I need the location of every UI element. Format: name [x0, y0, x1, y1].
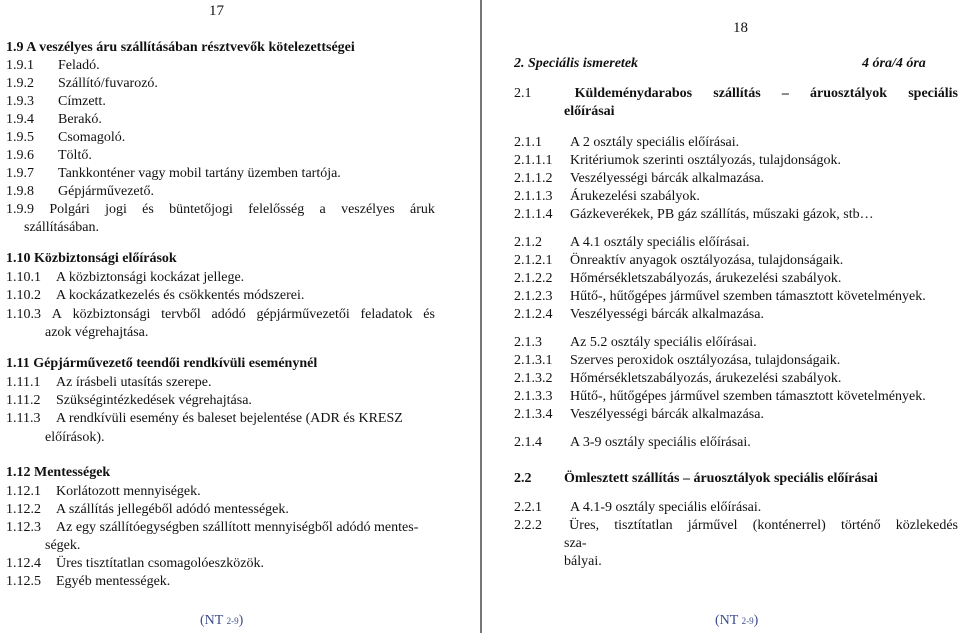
- list-item-number: 2.1.2: [514, 235, 542, 250]
- list-item: [514, 235, 750, 251]
- list-item-number: 1.9.5: [6, 130, 34, 145]
- list-item-number: 1.11.2: [6, 393, 41, 408]
- justified-word: speciális: [908, 86, 958, 101]
- list-item: [514, 135, 739, 151]
- list-item-number: 2.1.3: [514, 335, 542, 350]
- list-item-number: 2.1.1.1: [514, 153, 553, 168]
- list-item-text: A szállítás jellegéből adódó mentességek.: [56, 502, 289, 517]
- list-item-text: Gépjárművezető.: [58, 184, 155, 199]
- justified-word: tisztítatlan: [614, 518, 673, 533]
- list-item-text: Gázkeverékek, PB gáz szállítás, műszaki gázok, stb…: [570, 207, 874, 222]
- justified-word: áruosztályok: [810, 86, 888, 101]
- list-item-text: Veszélyességi bárcák alkalmazása.: [570, 407, 764, 422]
- justified-word: szállítás: [713, 86, 761, 101]
- list-item: [514, 271, 841, 287]
- justified-word: és: [423, 307, 435, 322]
- list-item-number: 2.1.2.4: [514, 307, 553, 322]
- list-item-text: A 3-9 osztály speciális előírásai.: [570, 435, 751, 450]
- list-item: [514, 407, 764, 423]
- list-item: [6, 148, 92, 164]
- section-title: 2. Speciális ismeretek: [514, 56, 639, 71]
- list-item-text: Veszélyességi bárcák alkalmazása.: [570, 171, 764, 186]
- list-item-number: 1.12.1: [6, 484, 41, 499]
- section-heading: 1.10 Közbiztonsági előírások: [6, 251, 177, 266]
- list-item: [514, 353, 840, 369]
- list-item-text: Korlátozott mennyiségek.: [56, 484, 201, 499]
- justified-word: büntetőjogi: [169, 202, 233, 217]
- list-item-continuation: azok végrehajtása.: [45, 325, 149, 340]
- list-item: [514, 335, 757, 351]
- justified-word: Polgári: [49, 202, 90, 217]
- justified-word: jogi: [105, 202, 127, 217]
- list-item-text: Hőmérsékletszabályozás, árukezelési szabályok.: [570, 371, 842, 386]
- list-item-text: A 2 osztály speciális előírásai.: [570, 135, 740, 150]
- justified-word: járművel: [687, 518, 738, 533]
- list-item-text: Egyéb mentességek.: [56, 574, 171, 589]
- list-item-number: 2.1.2.3: [514, 289, 553, 304]
- list-item-text: Hűtő-, hűtőgépes járművel szemben támasztott követelmények.: [570, 289, 926, 304]
- list-item-text: Üres tisztítatlan csomagolóeszközök.: [56, 556, 264, 571]
- list-item-text: Töltő.: [58, 148, 92, 163]
- list-item: [6, 76, 158, 92]
- list-item: [6, 556, 264, 572]
- list-item: [6, 484, 201, 500]
- list-item: [6, 112, 102, 128]
- list-item-number: 2.1.1: [514, 135, 542, 150]
- section-heading: 1.9 A veszélyes áru szállításában résztvevők kötelezettségei: [6, 40, 355, 55]
- list-item: [514, 189, 700, 205]
- section-heading: 1.12 Mentességek: [6, 465, 111, 480]
- justified-word: –: [781, 86, 789, 101]
- justified-word: a: [319, 202, 326, 217]
- list-item-continuation: szállításában.: [24, 220, 100, 235]
- list-item-1-10-3: 1.10.3 A közbiztonsági tervből adódó gépjárművezetői feladatok és: [6, 307, 435, 322]
- list-item-text: Feladó.: [58, 58, 100, 73]
- list-item: [514, 435, 751, 451]
- list-item-number: 1.11.3: [6, 411, 41, 426]
- list-item-continuation: bályai.: [564, 554, 602, 569]
- page-number: 18: [733, 20, 748, 36]
- list-item-text: Veszélyességi bárcák alkalmazása.: [570, 307, 764, 322]
- list-item: [6, 375, 212, 391]
- list-item-text: Címzett.: [58, 94, 106, 109]
- list-item-number: 2.1.1.2: [514, 171, 553, 186]
- list-item-text: Az egy szállítóegységben szállított mennyiségből adódó mentes-: [56, 520, 419, 535]
- list-item: [6, 166, 341, 182]
- list-item: [514, 153, 841, 169]
- list-item-text: Kritériumok szerinti osztályozás, tulajdonságok.: [570, 153, 841, 168]
- list-item-number: 2.1.3.1: [514, 353, 553, 368]
- justified-word: és: [142, 202, 154, 217]
- list-item-number: 1.9.6: [6, 148, 34, 163]
- list-item: [6, 58, 100, 74]
- justified-word: gépjárművezetői: [256, 307, 350, 322]
- list-item-number: 1.9.4: [6, 112, 34, 127]
- list-item-continuation: előírások).: [45, 430, 105, 445]
- list-item-number: 2.1.3.3: [514, 389, 553, 404]
- justified-word: Küldeménydarabos: [574, 86, 693, 101]
- list-item-number: 1.12.2: [6, 502, 41, 517]
- list-item-number: 1.9.7: [6, 166, 34, 181]
- list-item-number: 1.9.8: [6, 184, 34, 199]
- list-item-number: 1.11.1: [6, 375, 41, 390]
- justified-word: veszélyes: [341, 202, 395, 217]
- list-item-text: Az írásbeli utasítás szerepe.: [56, 375, 212, 390]
- list-item-number: 2.1.3.4: [514, 407, 553, 422]
- list-item-continuation: ségek.: [45, 538, 81, 553]
- justified-word: adódó: [211, 307, 246, 322]
- subsection-heading-2-1: 2.1 Küldeménydarabos szállítás – áruosztályok speciális: [514, 86, 958, 101]
- list-item-text: Önreaktív anyagok osztályozása, tulajdonságaik.: [570, 253, 844, 268]
- list-item-text: A 4.1 osztály speciális előírásai.: [570, 235, 750, 250]
- justified-word: feladatok: [360, 307, 413, 322]
- section-hours: 4 óra/4 óra: [862, 56, 926, 71]
- justified-word: tervből: [161, 307, 201, 322]
- list-item-number: 2.1.4: [514, 435, 542, 450]
- list-item-text: Hűtő-, hűtőgépes járművel szemben támasztott követelmények.: [570, 389, 926, 404]
- justified-word: Üres,: [569, 518, 600, 533]
- list-item: [6, 288, 304, 304]
- list-item-text: Hőmérsékletszabályozás, árukezelési szabályok.: [570, 271, 842, 286]
- list-item-text: Berakó.: [58, 112, 102, 127]
- list-item-number: 2.1.1.4: [514, 207, 553, 222]
- list-item: [6, 270, 244, 286]
- justified-word: A: [51, 307, 62, 322]
- list-item: [514, 207, 874, 223]
- justified-word: áruk: [410, 202, 435, 217]
- list-item: [6, 184, 154, 200]
- list-item-text: Szállító/fuvarozó.: [58, 76, 158, 91]
- list-item-number: 1.9.2: [6, 76, 34, 91]
- list-item-text: Szükségintézkedések végrehajtása.: [56, 393, 252, 408]
- list-item-2-2-2: 2.2.2 Üres, tisztítatlan járművel (konténerrel) történő közlekedés: [514, 518, 958, 533]
- subsection-heading-continuation: előírásai: [564, 104, 615, 119]
- list-item-continuation: sza-: [564, 536, 587, 551]
- list-item-number: 1.12.4: [6, 556, 41, 571]
- list-item-number: 2.1.2.2: [514, 271, 553, 286]
- list-item: [514, 371, 841, 387]
- list-item: [6, 502, 289, 518]
- page-footer: (NT 2-9): [715, 613, 759, 628]
- justified-word: (konténerrel): [752, 518, 826, 533]
- list-item-number: 2.1.2.1: [514, 253, 553, 268]
- list-item: [514, 307, 764, 323]
- list-item-text: Tankkonténer vagy mobil tartány üzemben tartója.: [58, 166, 341, 181]
- list-item-text: Árukezelési szabályok.: [570, 189, 700, 204]
- list-item-number: 2.1.1.3: [514, 189, 553, 204]
- list-item: [514, 289, 926, 305]
- list-item: [514, 389, 926, 405]
- list-item-number: 1.12.3: [6, 520, 41, 535]
- list-item-text: A rendkívüli esemény és baleset bejelentése (ADR és KRESZ: [56, 411, 403, 426]
- list-item-1-9-9: 1.9.9 Polgári jogi és büntetőjogi felelősség a veszélyes áruk: [6, 202, 435, 217]
- list-item-number: 1.9.3: [6, 94, 34, 109]
- list-item-text: A kockázatkezelés és csökkentés módszerei.: [56, 288, 305, 303]
- list-item: [514, 171, 764, 187]
- justified-word: történő: [840, 518, 881, 533]
- list-item: [6, 411, 403, 427]
- right-page: [482, 0, 960, 633]
- list-item-text: Szerves peroxidok osztályozása, tulajdonságaik.: [570, 353, 841, 368]
- list-item: [6, 130, 125, 146]
- list-item-number: 1.12.5: [6, 574, 41, 589]
- list-item: [6, 94, 106, 110]
- list-item-2-2-1: 2.2.1 A 4.1-9 osztály speciális előírásai.: [514, 500, 762, 515]
- list-item-text: Az 5.2 osztály speciális előírásai.: [570, 335, 757, 350]
- justified-word: közbiztonsági: [72, 307, 151, 322]
- list-item: [6, 574, 170, 590]
- list-item: [514, 253, 843, 269]
- justified-word: közlekedés: [895, 518, 958, 533]
- list-item: [6, 393, 252, 409]
- list-item-number: 1.9.1: [6, 58, 34, 73]
- list-item-number: 1.10.1: [6, 270, 41, 285]
- section-heading: 1.11 Gépjárművezető teendői rendkívüli eseménynél: [6, 356, 318, 371]
- justified-word: felelősség: [248, 202, 305, 217]
- list-item-text: Csomagoló.: [58, 130, 126, 145]
- list-item-number: 2.1.3.2: [514, 371, 553, 386]
- subsection-heading-2-2: 2.2 Ömlesztett szállítás – áruosztályok speciális előírásai: [514, 471, 878, 486]
- page-footer: (NT 2-9): [200, 613, 244, 628]
- page-number: 17: [209, 3, 224, 19]
- list-item: [6, 520, 418, 536]
- list-item-text: A közbiztonsági kockázat jellege.: [56, 270, 245, 285]
- list-item-number: 1.10.2: [6, 288, 41, 303]
